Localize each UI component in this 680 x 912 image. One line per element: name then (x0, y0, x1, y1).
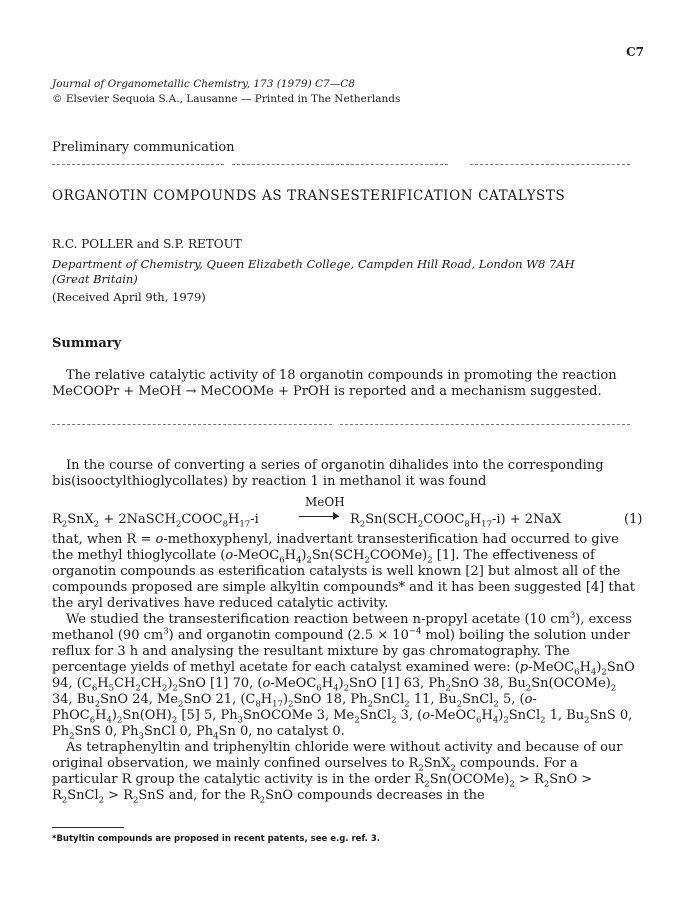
arrow-head-icon (333, 512, 339, 520)
summary-heading: Summary (52, 336, 122, 351)
page-number: C7 (626, 45, 644, 59)
divider-dashes (340, 424, 630, 425)
affiliation-line: (Great Britain) (52, 272, 138, 286)
equation-reagent: MeOH (305, 495, 345, 509)
footnote-rule (52, 827, 124, 828)
paragraph: that, when R = o-methoxyphenyl, inadvertant transesterification had occurred to give the methyl thioglycollate $(o-MeOC_6H_4)_2Sn(SCH_2COOMe)_2$ [1]. The effectiveness of organotin compounds as esterification catalysts is well known [2] but almost all of the compounds proposed are simple alkyltin compounds* and it has been suggested [4] that the aryl derivatives have reduced catalytic activity. (52, 532, 635, 611)
article-title: ORGANOTIN COMPOUNDS AS TRANSESTERIFICATION CATALYSTS (52, 188, 566, 204)
paragraph: In the course of converting a series of organotin dihalides into the corresponding bis(isooctylthioglycollates) by reaction 1 in methanol it was found (52, 458, 604, 489)
section-label: Preliminary communication (52, 140, 235, 155)
equation-products: $R_2Sn(SCH_2COOC_8H_{17}-i) + 2NaX$ (350, 512, 562, 530)
journal-header (52, 77, 400, 107)
divider-dashes (52, 424, 332, 425)
footnote: *Butyltin compounds are proposed in recent patents, see e.g. ref. 3. (52, 834, 381, 844)
journal-citation: Journal of Organometallic Chemistry, 173 (1979) C7—C8 (52, 78, 355, 90)
paragraph: We studied the transesterification reaction between n-propyl acetate (10 $cm^3$), excess methanol (90 $cm^3$) and organotin compound ($2.5 \times 10^{-4}$ mol) boiling the solution under reflux for 3 h and analysing the resultant mixture by gas chromatography. The percentage yields of methyl acetate for each catalyst examined were: $(p-MeOC_6H_4)_2SnO$ 94, $(C_6H_5CH_2CH_2)_2SnO$ [1] 70, $(o-MeOC_6H_4)_2SnO$ [1] 63, $Ph_2SnO$ 38, $Bu_2Sn(OCOMe)_2$ 34, $Bu_2SnO$ 24, $Me_2SnO$ 21, $(C_8H_{17})_2SnO$ 18, $Ph_2SnCl_2$ 11, $Bu_2SnCl_2$ 5, $(o-PhOC_6H_4)_2Sn(OH)_2$ [5] 5, $Ph_3SnOCOMe$ 3, $Me_2SnCl_2$ 3, $(o-MeOC_6H_4)_2SnCl_2$ 1, $Bu_2SnS$ 0, $Ph_2SnS$ 0, $Ph_3SnCl$ 0, $Ph_4Sn$ 0, no catalyst 0. (52, 610, 635, 742)
divider-dashes (470, 164, 630, 165)
paragraph: As tetraphenyltin and triphenyltin chloride were without activity and because of our original observation, we mainly confined ourselves to $R_2SnX_2$ compounds. For a particular R group the catalytic activity is in the order $R_2Sn(OCOMe)_2 > R_2SnO$ > $R_2SnCl_2 > R_2SnS$ and, for the $R_2SnO$ compounds decreases in the (52, 740, 623, 806)
equation-number: (1) (624, 512, 643, 527)
publisher-line: © Elsevier Sequoia S.A., Lausanne — Printed in The Netherlands (52, 93, 401, 105)
affiliation-line: Department of Chemistry, Queen Elizabeth College, Campden Hill Road, London W8 7AH (52, 257, 575, 271)
body-text (52, 458, 643, 806)
received-date: (Received April 9th, 1979) (52, 290, 206, 304)
affiliation (52, 257, 652, 287)
authors: R.C. POLLER and S.P. RETOUT (52, 237, 242, 251)
divider-dashes (52, 164, 224, 165)
equation-reactants: $R_2SnX_2$ + $2NaSCH_2COOC_8H_{17}-i$ (52, 512, 259, 530)
abstract-text: The relative catalytic activity of 18 organotin compounds in promoting the reaction MeCOOPr + MeOH → MeCOOMe + PrOH is reported and a mechanism suggested. (52, 368, 617, 399)
divider-dashes (232, 164, 448, 165)
abstract (52, 368, 622, 400)
equation-1 (52, 492, 643, 530)
